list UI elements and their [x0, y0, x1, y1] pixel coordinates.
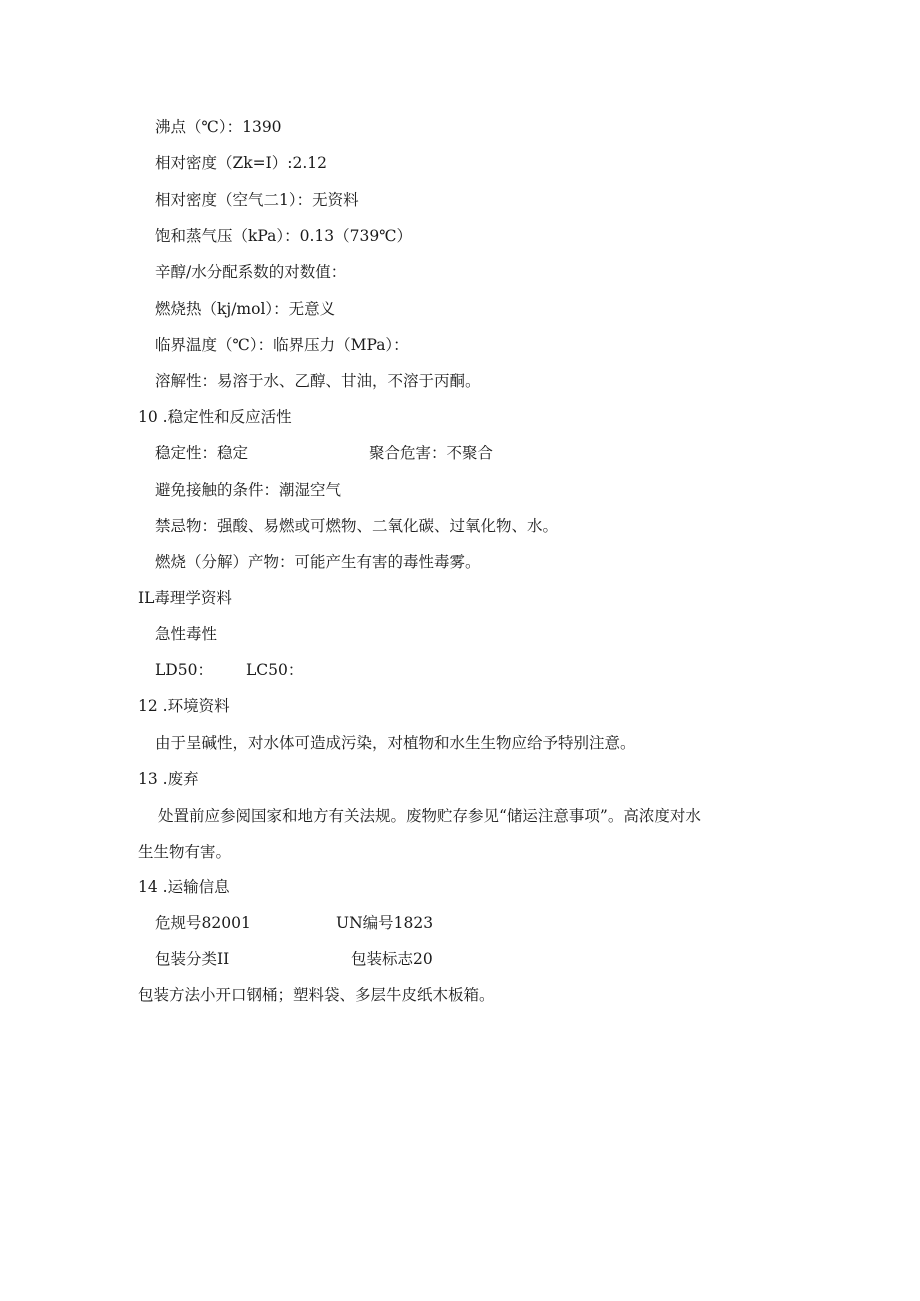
- relative-density-air: 相对密度（空气二1）：无资料: [155, 191, 359, 209]
- acute-toxicity: 急性毒性: [155, 625, 218, 643]
- polymerization-hazard: 聚合危害：不聚合: [369, 444, 494, 462]
- relative-density-water: 相对密度（Zk=I）:2.12: [155, 154, 328, 172]
- packing-mark: 包装标志20: [351, 950, 433, 968]
- disposal-text-line1: 处置前应参阅国家和地方有关法规。废物贮存参见“储运注意事项”。高浓度对水: [158, 807, 701, 825]
- incompatible-materials: 禁忌物：强酸、易燃或可燃物、二氧化碳、过氧化物、水。: [155, 517, 559, 535]
- boiling-point: 沸点（℃）：1390: [155, 118, 282, 136]
- disposal-text-line2: 生生物有害。: [138, 843, 232, 861]
- octanol-water-coefficient: 辛醇/水分配系数的对数值：: [155, 263, 347, 281]
- section-12-heading: 12 .环境资料: [138, 697, 230, 715]
- combustion-heat: 燃烧热（kj/mol）：无意义: [155, 300, 336, 318]
- decomposition-products: 燃烧（分解）产物：可能产生有害的毒性毒雾。: [155, 553, 481, 571]
- section-10-heading: 10 .稳定性和反应活性: [138, 408, 292, 426]
- section-11-heading: IL毒理学资料: [138, 589, 232, 607]
- packing-method: 包装方法小开口钢桶；塑料袋、多层牛皮纸木板箱。: [138, 986, 495, 1004]
- ld50: LD50：: [155, 661, 213, 679]
- section-14-heading: 14 .运输信息: [138, 878, 230, 896]
- section-13-heading: 13 .废弃: [138, 770, 199, 788]
- un-number: UN编号1823: [336, 914, 434, 932]
- critical-temperature-pressure: 临界温度（℃）：临界压力（MPa）：: [155, 336, 409, 354]
- lc50: LC50：: [246, 661, 304, 679]
- conditions-to-avoid: 避免接触的条件：潮湿空气: [155, 481, 342, 499]
- hazard-number: 危规号82001: [155, 914, 251, 932]
- stability: 稳定性：稳定: [155, 444, 249, 462]
- solubility: 溶解性：易溶于水、乙醇、甘油，不溶于丙酮。: [155, 372, 481, 390]
- vapor-pressure: 饱和蒸气压（kPa）：0.13（739℃）: [155, 227, 413, 245]
- packing-class: 包装分类II: [155, 950, 230, 968]
- environment-text: 由于呈碱性，对水体可造成污染，对植物和水生生物应给予特别注意。: [155, 734, 636, 752]
